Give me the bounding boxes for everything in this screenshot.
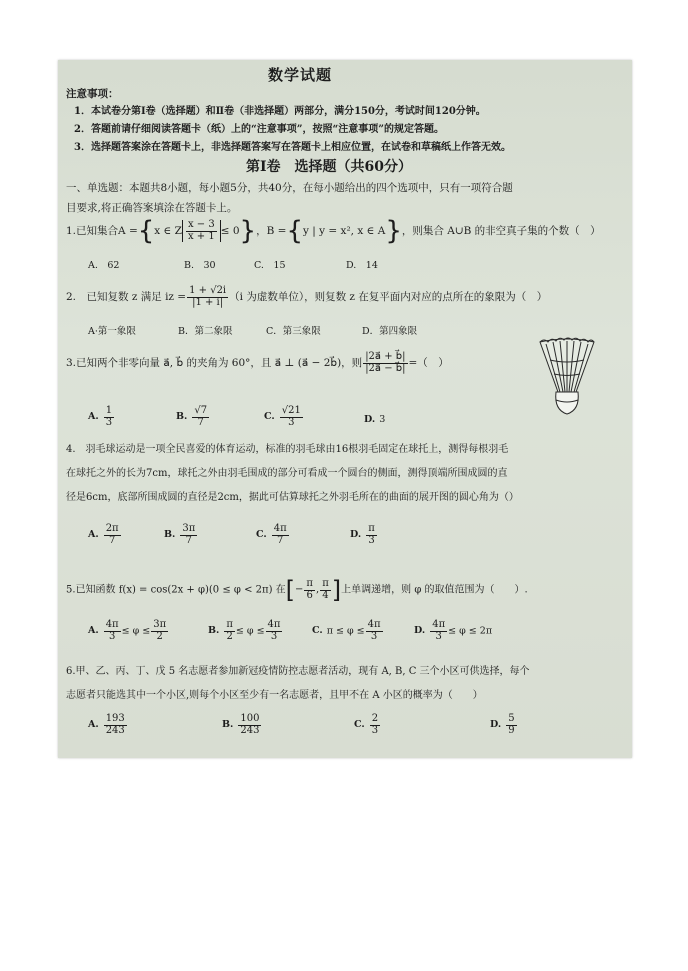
q6-option-d: D. $\frac{5}{9}$ (490, 713, 515, 736)
q1-option-b: B. 30 (184, 260, 216, 271)
q4-option-c: C. $\frac{4\pi}{7}$ (256, 523, 287, 546)
instruction-line-1: 一、单选题：本题共8小题，每小题5分，共40分，在每小题给出的四个选项中，只有一项符合题 (66, 182, 513, 194)
question-4-line-1: 4. 羽毛球运动是一项全民喜爱的体育运动，标准的羽毛球由16根羽毛固定在球托上，测得每根羽毛 (66, 444, 509, 455)
q2-option-a: A·第一象限 (88, 326, 136, 337)
question-6-line-2: 志愿者只能选其中一个小区,则每个小区至少有一名志愿者，且甲不在 A 小区的概率为（ ） (66, 690, 483, 701)
q4-option-a: A. $\frac{2\pi}{7}$ (88, 523, 119, 546)
q2-option-b: B．第二象限 (178, 326, 233, 337)
notice-item-2: 2．答题前请仔细阅读答题卡（纸）上的“注意事项”，按照“注意事项”的规定答题。 (74, 124, 444, 135)
q2-option-c: C．第三象限 (266, 326, 321, 337)
question-2-stem: 2. 已知复数 z 满足 iz = $\frac{1 + √2i}{|1 + i|}$ （i 为虚数单位），则复数 z 在复平面内对应的点所在的象限为（ ） (66, 285, 548, 308)
question-5-stem: 5.已知函数 f(x) = cos(2x + φ)(0 ≤ φ < 2π) 在 [ − $\frac{\pi}{6}$ , $\frac{\pi}{4}$ ] 上单调递增，则 φ 的取值范围为（ ）. (66, 576, 528, 604)
q5-option-c: C. π ≤ φ ≤ $\frac{4\pi}{3}$ (312, 619, 381, 642)
question-1-stem: 1.已知集合A = { x ∈ Z $\frac{x - 3}{x + 1}$ ≤ 0 } ，B = { y | y = x², x ∈ A } ，则集合 A∪B 的非空真子集的个数（ ） (66, 216, 601, 246)
q1-option-d: D. 14 (346, 260, 378, 271)
exam-sheet (58, 60, 632, 758)
q5-option-d: D. $\frac{4\pi}{3}$ ≤ φ ≤ 2π (414, 619, 493, 642)
q1-option-a: A. 62 (88, 260, 120, 271)
question-6-line-1: 6.甲、乙、丙、丁、戊 5 名志愿者参加新冠疫情防控志愿者活动，现有 A, B, C 三个小区可供选择，每个 (66, 666, 530, 677)
q2-option-d: D．第四象限 (362, 326, 418, 337)
q3-option-c: C. $\frac{√21}{3}$ (264, 405, 301, 428)
shuttlecock-icon (536, 336, 598, 418)
q6-option-a: A. $\frac{193}{243}$ (88, 713, 125, 736)
question-4-line-2: 在球托之外的长为7cm，球托之外由羽毛围成的部分可看成一个圆台的侧面，测得顶端所围成圆的直 (66, 468, 508, 479)
q6-option-b: B. $\frac{100}{243}$ (222, 713, 260, 736)
q1-option-c: C. 15 (254, 260, 286, 271)
q3-option-a: A. $\frac{1}{3}$ (88, 405, 113, 428)
notice-item-3: 3．选择题答案涂在答题卡上，非选择题答案写在答题卡上相应位置，在试卷和草稿纸上作答无效。 (74, 142, 511, 153)
q3-option-b: B. $\frac{√7}{7}$ (176, 405, 208, 428)
instruction-line-2: 目要求,将正确答案填涂在答题卡上。 (66, 202, 238, 214)
question-3-stem: 3.已知两个非零向量 a⃗, b⃗ 的夹角为 60°，且 a⃗ ⊥ (a⃗ − 2b⃗)，则 $\frac{|2a⃗ + b⃗|}{|2a⃗ - b⃗|}$ =（ ） (66, 351, 449, 374)
q6-option-c: C. $\frac{2}{3}$ (354, 713, 379, 736)
q5-option-a: A. $\frac{4\pi}{3}$ ≤ φ ≤ $\frac{3\pi}{2}$ (88, 619, 167, 642)
notice-item-1: 1．本试卷分第Ⅰ卷（选择题）和Ⅱ卷（非选择题）两部分，满分150分，考试时间120分钟。 (74, 106, 486, 117)
q4-option-d: D. $\frac{\pi}{3}$ (350, 523, 375, 546)
section-title: 第Ⅰ卷 选择题（共60分） (246, 159, 413, 175)
question-4-line-3: 径是6cm，底部所围成圆的直径是2cm，据此可估算球托之外羽毛所在的曲面的展开图的圆心角为（） (66, 492, 519, 503)
notice-heading: 注意事项： (66, 88, 119, 100)
q5-option-b: B. $\frac{\pi}{2}$ ≤ φ ≤ $\frac{4\pi}{3}$ (208, 619, 281, 642)
page-title: 数学试题 (268, 66, 333, 84)
q3-option-d: D. 3 (364, 414, 386, 426)
q4-option-b: B. $\frac{3\pi}{7}$ (164, 523, 196, 546)
